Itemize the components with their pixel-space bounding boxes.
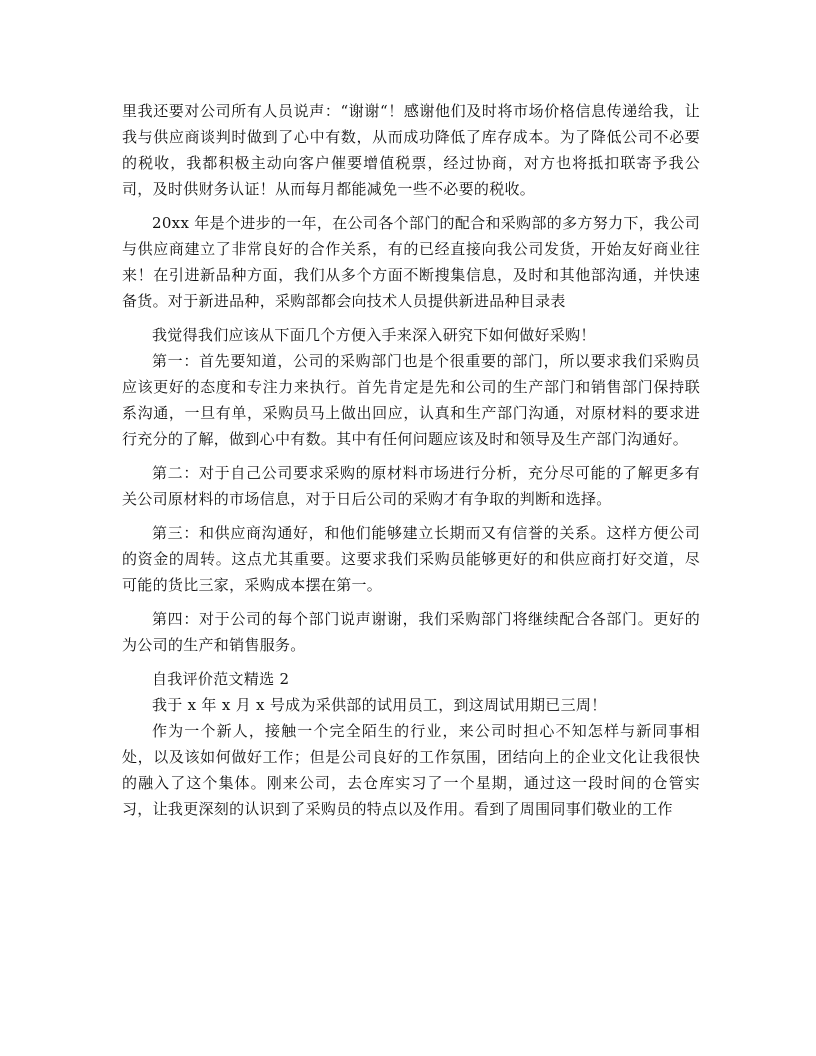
section-heading: 自我评价范文精选 2 [152,670,290,688]
document-body [122,98,700,822]
paragraph-1: 里我还要对公司所有人员说声：“谢谢“！感谢他们及时将市场价格信息传递给我，让我与供应商谈判时做到了心中有数，从而成功降低了库存成本。为了降低公司不必要的税收，我都积极主动向客户催要增值税票，经过协商，对方也将抵扣联寄予我公司，及时供财务认证！从而每月都能减免一些不必要的税收。 [122,102,700,198]
paragraph-2: 20xx 年是个进步的一年，在公司各个部门的配合和采购部的多方努力下，我公司与供应商建立了非常良好的合作关系，有的已经直接向我公司发货，开始友好商业往来！在引进新品种方面，我们从多个方面不断搜集信息，及时和其他部沟通，并快速备货。对于新进品种，采购部都会向技术人员提供新进品种目录表 [122,214,700,310]
paragraph-9: 作为一个新人，接触一个完全陌生的行业，来公司时担心不知怎样与新同事相处，以及该如何做好工作；但是公司良好的工作氛围，团结向上的企业文化让我很快的融入了这个集体。刚来公司，去仓库实习了一个星期，通过这一段时间的仓管实习，让我更深刻的认识到了采购员的特点以及作用。看到了周围同事们敬业的工作 [122,722,700,818]
paragraph-6: 第三：和供应商沟通好，和他们能够建立长期而又有信誉的关系。这样方便公司的资金的周转。这点尤其重要。这要求我们采购员能够更好的和供应商打好交道，尽可能的货比三家，采购成本摆在第一。 [122,524,700,594]
paragraph-8: 我于 x 年 x 月 x 号成为采供部的试用员工，到这周试用期已三周！ [152,696,607,714]
paragraph-5: 第二：对于自己公司要求采购的原材料市场进行分析，充分尽可能的了解更多有关公司原材料的市场信息，对于日后公司的采购才有争取的判断和选择。 [122,464,700,508]
paragraph-4: 第一：首先要知道，公司的采购部门也是个很重要的部门，所以要求我们采购员应该更好的态度和专注力来执行。首先肯定是先和公司的生产部门和销售部门保持联系沟通，一旦有单，采购员马上做出回应，认真和生产部门沟通，对原材料的要求进行充分的了解，做到心中有数。其中有任何问题应该及时和领导及生产部门沟通好。 [122,352,700,448]
paragraph-7: 第四：对于公司的每个部门说声谢谢，我们采购部门将继续配合各部门。更好的为公司的生产和销售服务。 [122,610,700,654]
paragraph-3: 我觉得我们应该从下面几个方便入手来深入研究下如何做好采购！ [152,326,596,344]
